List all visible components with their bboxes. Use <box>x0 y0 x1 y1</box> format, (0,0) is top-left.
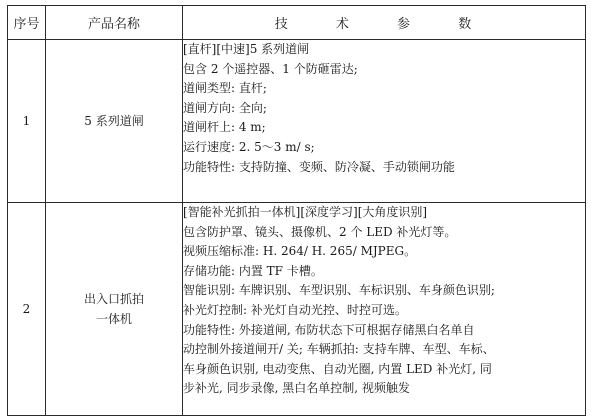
param-line: 功能特性: 外接道闸, 布防状态下可根据存储黑白名单自 <box>183 322 475 337</box>
param-line: 动控制外接道闸开/ 关; 车辆抓拍: 支持车牌、车型、车标、 <box>183 342 495 357</box>
param-line: 运行速度: 2. 5～3 m/ s; <box>183 139 315 154</box>
param-line: 智能识别: 车牌识别、车型识别、车标识别、车身颜色识别; <box>183 283 495 298</box>
param-line: 视频压缩标准: H. 264/ H. 265/ MJPEG。 <box>183 244 417 259</box>
row-index: 1 <box>8 40 46 203</box>
row-params <box>183 203 586 416</box>
row-product-name <box>46 203 183 416</box>
param-line: 道闸类型: 直杆; <box>183 81 267 96</box>
param-line: 存储功能: 内置 TF 卡槽。 <box>183 263 323 278</box>
header-params <box>183 6 586 40</box>
row-index: 2 <box>8 203 46 416</box>
product-name-line: 出入口抓拍 <box>83 292 144 306</box>
param-line: 包含 2 个遥控器、1 个防砸雷达; <box>183 61 358 76</box>
header-params-label: 技 术 参 数 <box>274 17 494 32</box>
product-name-line: 一体机 <box>95 312 132 326</box>
param-line: [智能补光抓拍一体机][深度学习][大角度识别] <box>183 205 428 219</box>
param-line: 道闸方向: 全向; <box>183 100 267 115</box>
row-product-name <box>46 40 183 203</box>
param-line: 补光灯控制: 补光灯自动光控、时控可选。 <box>183 302 407 317</box>
header-name: 产品名称 <box>46 6 183 40</box>
param-line: 步补光, 同步录像, 黑白名单控制, 视频触发 <box>183 381 410 396</box>
param-line: 功能特性: 支持防撞、变频、防冷凝、手动锁闸功能 <box>183 159 455 174</box>
header-row <box>8 6 586 40</box>
row-params <box>183 40 586 203</box>
header-index: 序号 <box>8 6 46 40</box>
table-row <box>8 40 586 203</box>
param-line: 道闸杆上: 4 m; <box>183 120 266 135</box>
product-name-line: 5 系列道闸 <box>84 114 144 128</box>
param-line: 包含防护罩、镜头、摄像机、2 个 LED 补光灯等。 <box>183 224 457 239</box>
spec-table <box>7 5 586 416</box>
param-line: 车身颜色识别, 电动变焦、自动光圈, 内置 LED 补光灯, 同 <box>183 361 492 376</box>
table-row <box>8 203 586 416</box>
param-line: [直杆][中速]5 系列道闸 <box>183 42 310 56</box>
